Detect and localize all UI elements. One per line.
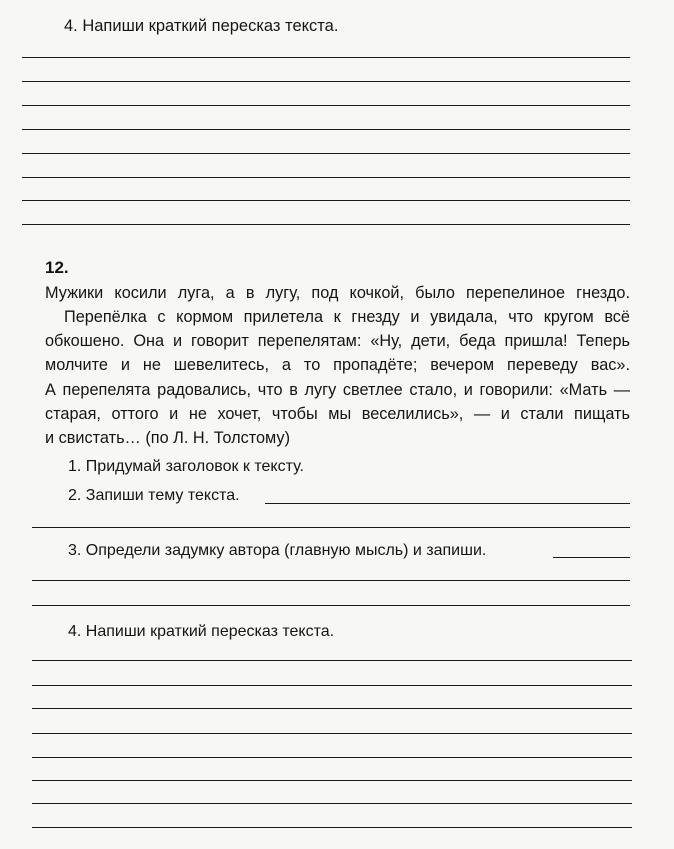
task-3: 3. Определи задумку автора (главную мысль) и запиши.: [68, 542, 487, 559]
task-1: 1. Придумай заголовок к тексту.: [68, 458, 304, 475]
exercise-number: 12.: [45, 258, 69, 277]
answer-line[interactable]: [553, 557, 630, 558]
task-2: 2. Запиши тему текста.: [68, 487, 240, 504]
answer-line[interactable]: [32, 605, 630, 606]
answer-line[interactable]: [22, 81, 630, 82]
answer-line[interactable]: [22, 224, 630, 225]
answer-line[interactable]: [32, 685, 632, 686]
answer-line[interactable]: [32, 660, 632, 661]
answer-line[interactable]: [32, 827, 632, 828]
text-line: и свистать… (по Л. Н. Толстому): [45, 429, 290, 447]
answer-line[interactable]: [32, 803, 632, 804]
text-line: старая, оттого и не хочет, чтобы мы веселились», — и стали пищать: [45, 405, 630, 423]
text-line: молчите и не шевелитесь, а то пропадёте; вечером переведу вас».: [45, 356, 630, 374]
answer-line[interactable]: [22, 153, 630, 154]
task-4-top: 4. Напиши краткий пересказ текста.: [64, 17, 339, 35]
answer-line[interactable]: [32, 780, 632, 781]
answer-line[interactable]: [32, 757, 632, 758]
answer-line[interactable]: [32, 708, 632, 709]
answer-line[interactable]: [32, 733, 632, 734]
answer-line[interactable]: [265, 503, 630, 504]
text-line: Мужики косили луга, а в лугу, под кочкой, было перепелиное гнездо.: [45, 284, 630, 302]
answer-line[interactable]: [22, 57, 630, 58]
answer-line[interactable]: [22, 177, 630, 178]
task-4: 4. Напиши краткий пересказ текста.: [68, 623, 335, 640]
text-line: обкошено. Она и говорит перепелятам: «Ну, дети, беда пришла! Теперь: [45, 332, 630, 350]
text-line: А перепелята радовались, что в лугу светлее стало, и говорили: «Мать —: [45, 381, 630, 399]
answer-line[interactable]: [32, 580, 630, 581]
text-line: Перепёлка с кормом прилетела к гнезду и увидала, что кругом всё: [64, 308, 630, 326]
answer-line[interactable]: [32, 527, 630, 528]
answer-line[interactable]: [22, 200, 630, 201]
answer-line[interactable]: [22, 129, 630, 130]
answer-line[interactable]: [22, 105, 630, 106]
